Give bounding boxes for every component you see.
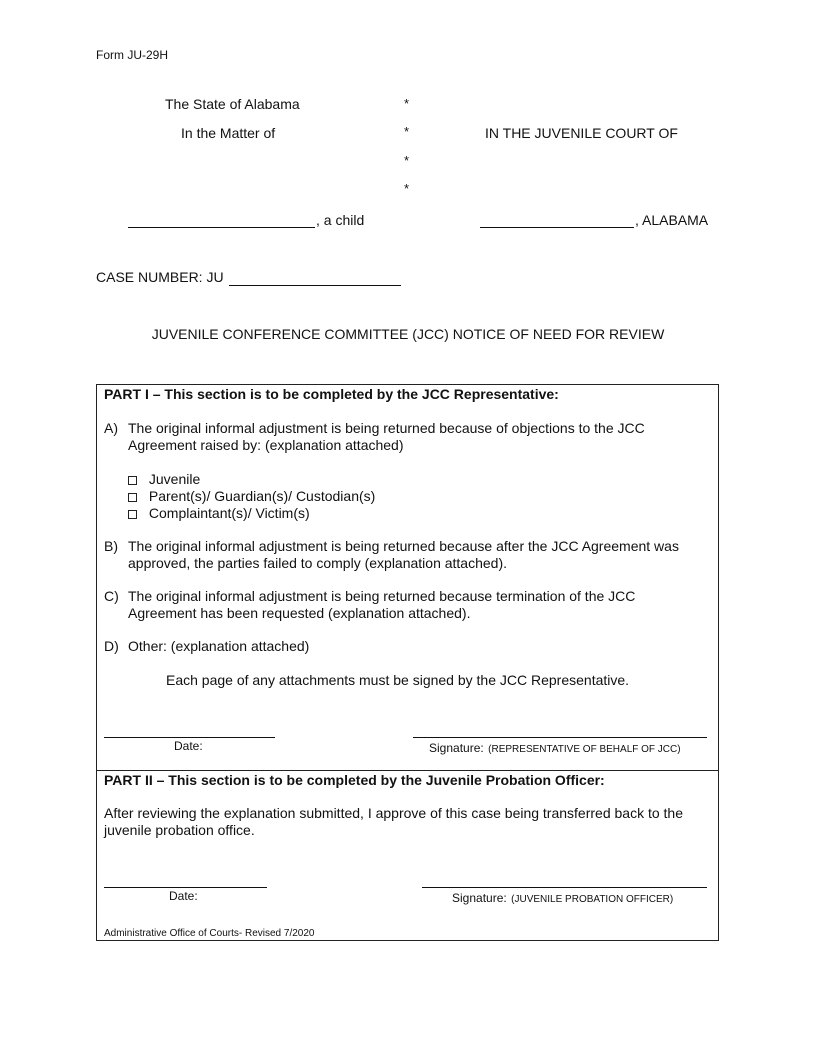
caption-star: * bbox=[404, 153, 410, 168]
part1-date-field[interactable] bbox=[104, 737, 275, 738]
checkbox-complaintants[interactable] bbox=[128, 505, 375, 522]
item-text-line: Agreement has been requested (explanation attached). bbox=[128, 605, 471, 621]
part2-date-label: Date: bbox=[169, 889, 198, 903]
item-label: C) bbox=[104, 588, 119, 604]
checkbox-icon[interactable] bbox=[128, 476, 137, 485]
item-text-line: The original informal adjustment is being returned because after the JCC Agreement was bbox=[128, 538, 679, 554]
item-text-line: The original informal adjustment is being returned because termination of the JCC bbox=[128, 588, 636, 604]
matter-caption: In the Matter of bbox=[181, 125, 276, 141]
part2-text-line: After reviewing the explanation submitted, I approve of this case being transferred back to the bbox=[104, 805, 683, 821]
signature-label: Signature: bbox=[452, 891, 507, 905]
checkbox-icon[interactable] bbox=[128, 493, 137, 502]
footer-revision: Administrative Office of Courts- Revised 7/2020 bbox=[104, 928, 315, 939]
part2-signature-field[interactable] bbox=[422, 887, 707, 888]
part1-signature-field[interactable] bbox=[413, 737, 707, 738]
county-field[interactable] bbox=[480, 227, 634, 228]
part2-signature-caption bbox=[452, 889, 673, 907]
item-text-line: Agreement raised by: (explanation attached) bbox=[128, 437, 404, 453]
attachment-note: Each page of any attachments must be signed by the JCC Representative. bbox=[166, 672, 630, 688]
part2-date-field[interactable] bbox=[104, 887, 267, 888]
checkbox-icon[interactable] bbox=[128, 510, 137, 519]
part2-heading: PART II – This section is to be completed by the Juvenile Probation Officer: bbox=[104, 772, 605, 788]
signature-role: (REPRESENTATIVE OF BEHALF OF JCC) bbox=[488, 744, 681, 755]
caption-star: * bbox=[404, 96, 410, 111]
item-text-line: Other: (explanation attached) bbox=[128, 638, 310, 654]
item-text-line: approved, the parties failed to comply (explanation attached). bbox=[128, 555, 508, 571]
checkbox-list bbox=[128, 471, 375, 522]
signature-role: (JUVENILE PROBATION OFFICER) bbox=[511, 894, 674, 905]
caption-star: * bbox=[404, 124, 410, 139]
checkbox-juvenile[interactable] bbox=[128, 471, 375, 488]
part1-heading: PART I – This section is to be completed by the JCC Representative: bbox=[104, 386, 559, 402]
item-text-line: The original informal adjustment is being returned because of objections to the JCC bbox=[128, 420, 645, 436]
caption-star: * bbox=[404, 181, 410, 196]
item-label: D) bbox=[104, 638, 119, 654]
checkbox-label: Complaintant(s)/ Victim(s) bbox=[148, 505, 310, 521]
child-name-field[interactable] bbox=[128, 227, 315, 228]
part2-text-line: juvenile probation office. bbox=[104, 822, 255, 838]
county-suffix: , ALABAMA bbox=[635, 212, 709, 228]
part1-signature-caption bbox=[429, 739, 681, 757]
checkbox-parents[interactable] bbox=[128, 488, 375, 505]
signature-label: Signature: bbox=[429, 741, 484, 755]
checkbox-label: Parent(s)/ Guardian(s)/ Custodian(s) bbox=[148, 488, 376, 504]
court-caption: IN THE JUVENILE COURT OF bbox=[485, 125, 678, 141]
part1-date-label: Date: bbox=[174, 739, 203, 753]
state-caption: The State of Alabama bbox=[165, 96, 300, 112]
item-label: B) bbox=[104, 538, 118, 554]
part2-text bbox=[104, 805, 716, 839]
case-number-label: CASE NUMBER: JU bbox=[96, 269, 224, 285]
part1-section bbox=[96, 384, 719, 771]
form-title: JUVENILE CONFERENCE COMMITTEE (JCC) NOTICE OF NEED FOR REVIEW bbox=[151, 326, 665, 342]
form-id: Form JU-29H bbox=[96, 48, 169, 62]
item-label: A) bbox=[104, 420, 118, 436]
part2-section bbox=[96, 770, 719, 941]
case-number-field[interactable] bbox=[229, 285, 401, 286]
child-suffix: , a child bbox=[316, 212, 365, 228]
checkbox-label: Juvenile bbox=[148, 471, 201, 487]
